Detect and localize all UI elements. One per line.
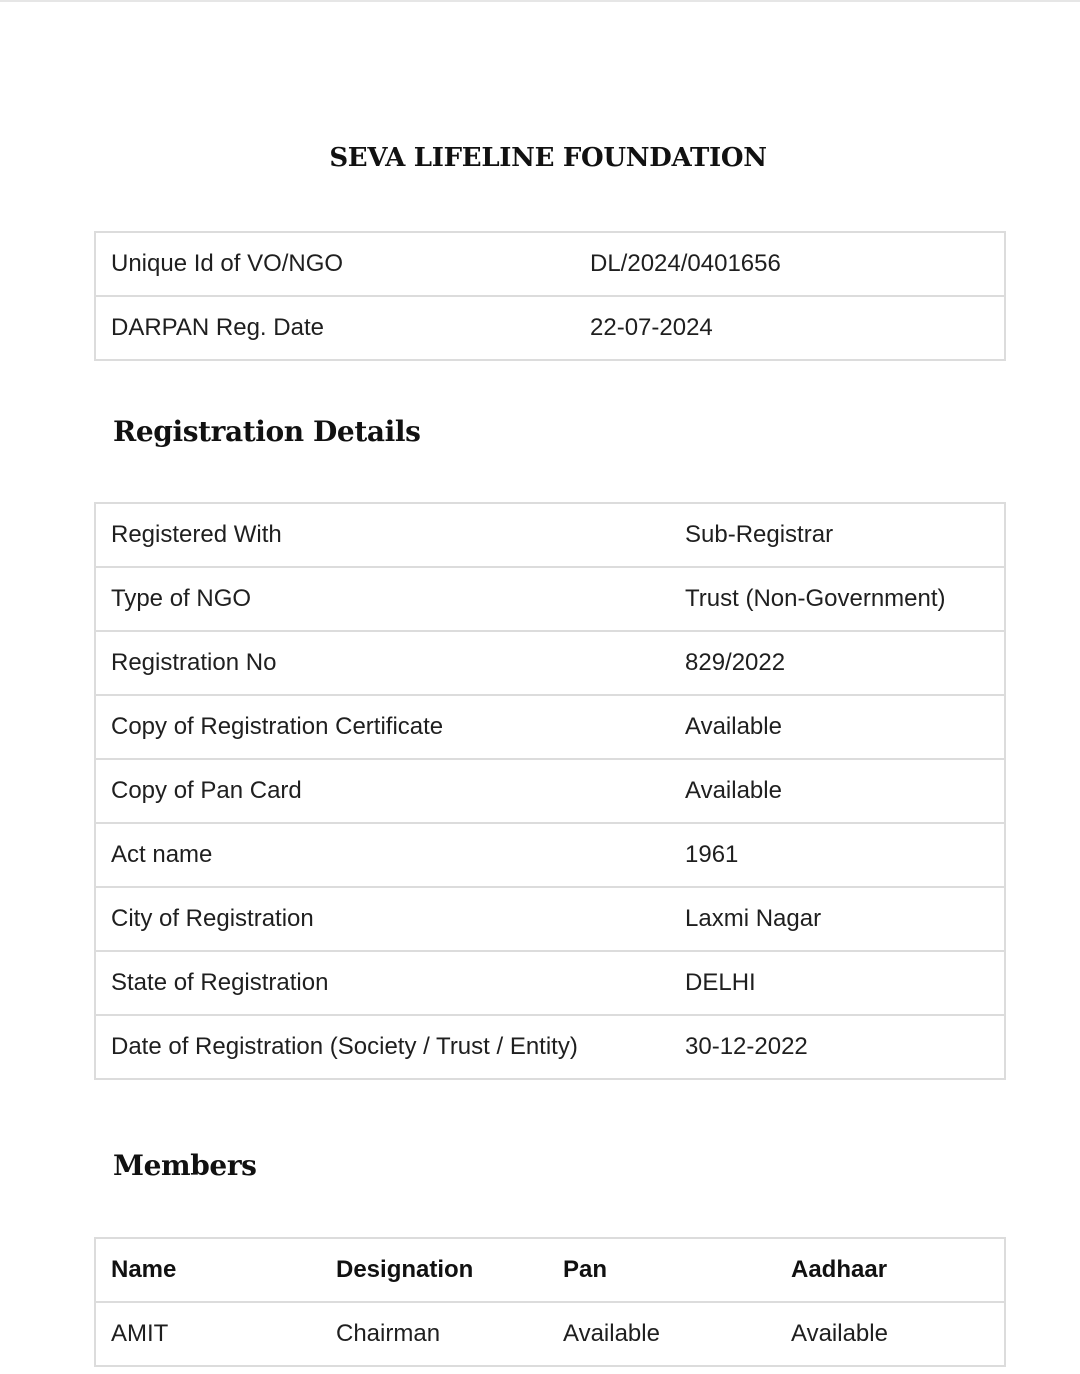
registration-label: Registered With <box>95 503 670 567</box>
registration-value: Laxmi Nagar <box>670 887 1005 951</box>
members-table <box>94 1237 1006 1367</box>
table-row <box>95 887 1005 951</box>
member-pan: Available <box>548 1302 776 1366</box>
registration-value: DELHI <box>670 951 1005 1015</box>
registration-label: Copy of Registration Certificate <box>95 695 670 759</box>
table-row <box>95 1302 1005 1366</box>
registration-value: Sub-Registrar <box>670 503 1005 567</box>
member-aadhaar: Available <box>776 1302 1005 1366</box>
registration-table <box>94 502 1006 1080</box>
column-header-designation: Designation <box>321 1238 548 1302</box>
table-row <box>95 951 1005 1015</box>
registration-label: Copy of Pan Card <box>95 759 670 823</box>
column-header-aadhaar: Aadhaar <box>776 1238 1005 1302</box>
registration-label: City of Registration <box>95 887 670 951</box>
registration-value: 30-12-2022 <box>670 1015 1005 1079</box>
registration-value: Available <box>670 695 1005 759</box>
table-row <box>95 1015 1005 1079</box>
summary-value-darpan-date: 22-07-2024 <box>575 296 1005 360</box>
summary-label-unique-id: Unique Id of VO/NGO <box>95 232 575 296</box>
column-header-name: Name <box>95 1238 321 1302</box>
table-row <box>95 823 1005 887</box>
registration-label: Registration No <box>95 631 670 695</box>
registration-label: State of Registration <box>95 951 670 1015</box>
registration-label: Act name <box>95 823 670 887</box>
registration-label: Type of NGO <box>95 567 670 631</box>
members-heading: Members <box>113 1149 257 1182</box>
registration-value: 829/2022 <box>670 631 1005 695</box>
table-row <box>95 695 1005 759</box>
member-name: AMIT <box>95 1302 321 1366</box>
table-row <box>95 567 1005 631</box>
registration-value: Available <box>670 759 1005 823</box>
table-header-row <box>95 1238 1005 1302</box>
registration-value: 1961 <box>670 823 1005 887</box>
column-header-pan: Pan <box>548 1238 776 1302</box>
summary-label-darpan-date: DARPAN Reg. Date <box>95 296 575 360</box>
member-designation: Chairman <box>321 1302 548 1366</box>
registration-heading: Registration Details <box>113 415 421 448</box>
table-row <box>95 232 1005 296</box>
summary-value-unique-id: DL/2024/0401656 <box>575 232 1005 296</box>
table-row <box>95 631 1005 695</box>
registration-value: Trust (Non-Government) <box>670 567 1005 631</box>
summary-table <box>94 231 1006 361</box>
organization-title: SEVA LIFELINE FOUNDATION <box>329 143 767 173</box>
table-row <box>95 296 1005 360</box>
table-row <box>95 759 1005 823</box>
table-row <box>95 503 1005 567</box>
top-divider <box>0 0 1080 2</box>
registration-label: Date of Registration (Society / Trust / Entity) <box>95 1015 670 1079</box>
